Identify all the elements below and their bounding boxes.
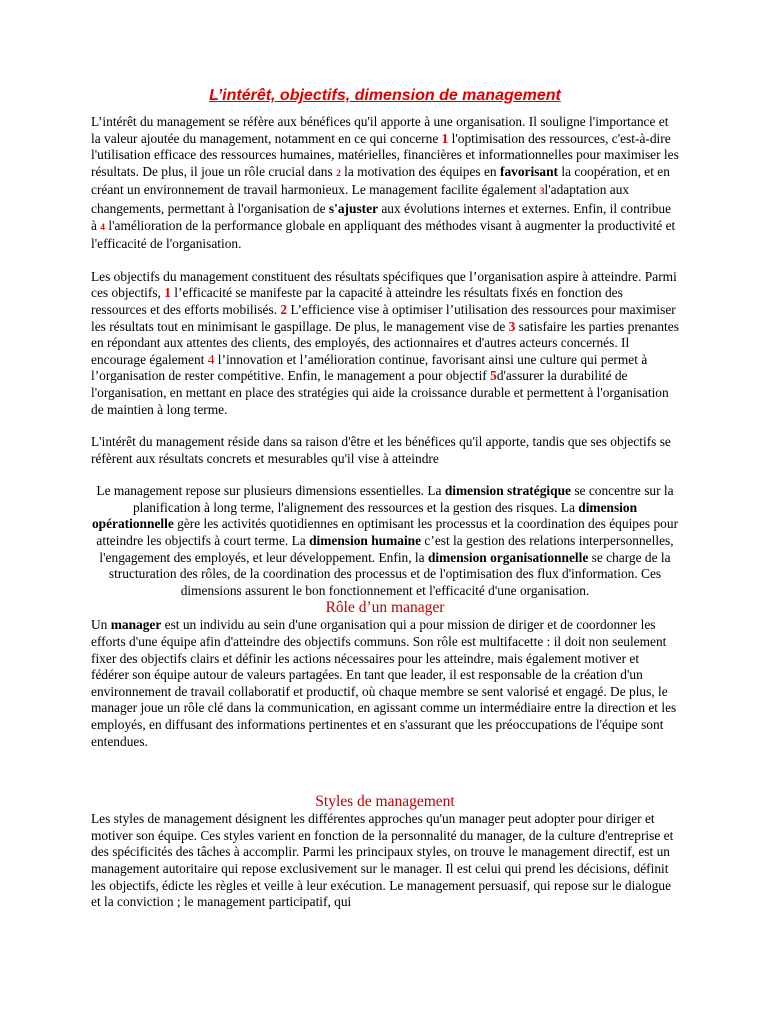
text: l’innovation et l’amélioration continue, favorisant ainsi une culture qui permet à l’organisation de rester compétitive. Enfin, le management a pour objectif <box>91 351 648 384</box>
text: Un <box>91 617 111 633</box>
text: la motivation des équipes en <box>340 163 500 179</box>
text: l’efficacité se manifeste par la capacité à atteindre les résultats fixés en fonction des ressources et des efforts mobilisés. <box>91 285 623 317</box>
text: Le management repose sur plusieurs dimensions essentielles. La <box>96 483 445 499</box>
text: l'amélioration de la performance globale en appliquant des méthodes visant à augmenter la productivité et l'efficacité de l'organisation. <box>91 217 676 252</box>
text: se charge de la structuration des rôles, de la coordination des processus et de l'optimisation des flux d'information. Ces dimensions assurent le bon fonctionnement et l'efficacité d'une organisation. <box>108 549 671 598</box>
list-number: 1 <box>164 285 171 301</box>
text: d'assurer la durabilité de l'organisation, en mettant en place des stratégies qui aide la croissance durable et permettent à l'organisation de maintien à long terme. <box>91 368 669 417</box>
list-number: 1 <box>441 130 449 146</box>
text: la coopération, et en créant un environnement de travail harmonieux. Le management facilite également <box>91 163 670 198</box>
paragraph-objectifs <box>91 269 679 418</box>
paragraph-role-manager <box>91 617 679 750</box>
list-number: 3 <box>508 318 516 334</box>
bold-term: dimension opérationnelle <box>91 499 638 532</box>
paragraph-synthese: L'intérêt du management réside dans sa raison d'être et les bénéfices qu'il apporte, tandis que ses objectifs se réfèrent aux résultats concrets et mesurables qu'il vise à atteindre <box>91 434 671 466</box>
list-number: 4 <box>207 351 215 367</box>
text: Les objectifs du management constituent des résultats spécifiques que l’organisation aspire à atteindre. Parmi ces objectifs, <box>91 268 677 301</box>
bold-term: favorisant <box>499 163 559 179</box>
text: l'optimisation des ressources, c'est-à-dire l'utilisation efficace des ressources humaines, matérielles, financières et informationnelles pour maximiser les résultats. De plus, il joue un rôle crucial dans <box>91 130 679 179</box>
text: aux évolutions internes et externes. Enfin, il contribue à <box>91 200 672 233</box>
bold-term: dimension organisationnelle <box>427 549 589 565</box>
paragraph-interet <box>91 114 679 253</box>
list-number: 4 <box>100 222 106 233</box>
text: est un individu au sein d'une organisation qui a pour mission de diriger et de coordonner les efforts d'une équipe afin d'atteindre des objectifs communs. Son rôle est multifacette : il doit non seulement fixer des objectifs clairs et définir les actions nécessaires pour les atteindre, mais également motiver et fédérer son équipe autour de valeurs partagées. En tant que leader, il est responsable de la création d'un environnement de travail collaboratif et productif, où chaque membre se sent valorisé et engagé. De plus, le manager joue un rôle clé dans la communication, en agissant comme un intermédiaire entre la direction et les employés, en diffusant des informations pertinentes et en s'assurant que les préoccupations de l'équipe sont entendues. <box>91 617 677 749</box>
text: L’efficience vise à optimiser l’utilisation des ressources pour maximiser les résultats tout en minimisant le gaspillage. De plus, le management vise de <box>91 301 676 334</box>
text: satisfaire les parties prenantes en répondant aux attentes des clients, des employés, des actionnaires et d'autres acteurs concernés. Il encourage également <box>91 318 679 367</box>
heading-styles-management: Styles de management <box>315 793 455 811</box>
list-number: 2 <box>280 301 288 317</box>
text: L’intérêt du management se réfère aux bénéfices qu'il apporte à une organisation. Il souligne l'importance et la valeur ajoutée du management, notamment en ce qui concerne <box>91 114 669 146</box>
bold-term: dimension stratégique <box>444 483 571 499</box>
page-title: L’intérêt, objectifs, dimension de management <box>209 87 561 104</box>
paragraph-styles: Les styles de management désignent les différentes approches qu'un manager peut adopter pour diriger et motiver son équipe. Ces styles varient en fonction de la personnalité du manager, de la culture d'entreprise et des spécificités des tâches à accomplir. Parmi les principaux styles, on trouve le management directif, est un management autoritaire qui repose exclusivement sur le manager. Il est celui qui prend les décisions, définit les objectifs, édicte les règles et veille à leur exécution. Le management persuasif, qui repose sur le dialogue et la conviction ; le management participatif, qui <box>91 811 674 910</box>
text: gère les activités quotidiennes en optimisant les processus et la coordination des équipes pour atteindre les objectifs à court terme. La <box>96 516 679 549</box>
text: se concentre sur la planification à long terme, l'alignement des ressources et la gestion des risques. La <box>132 483 674 515</box>
text: c’est la gestion des relations interpersonnelles, l'engagement des employés, et leur développement. Enfin, la <box>99 533 674 565</box>
list-number: 3 <box>539 187 545 198</box>
heading-role-manager: Rôle d’un manager <box>325 599 445 617</box>
paragraph-dimensions <box>91 483 679 599</box>
text: l'adaptation aux changements, permettant à l'organisation de <box>91 182 630 216</box>
list-number: 2 <box>336 168 341 179</box>
bold-term: dimension humaine <box>309 533 422 549</box>
bold-term: s'ajuster <box>328 200 379 216</box>
list-number: 5 <box>490 368 497 384</box>
bold-term: manager <box>110 617 162 633</box>
document-body <box>91 86 679 911</box>
